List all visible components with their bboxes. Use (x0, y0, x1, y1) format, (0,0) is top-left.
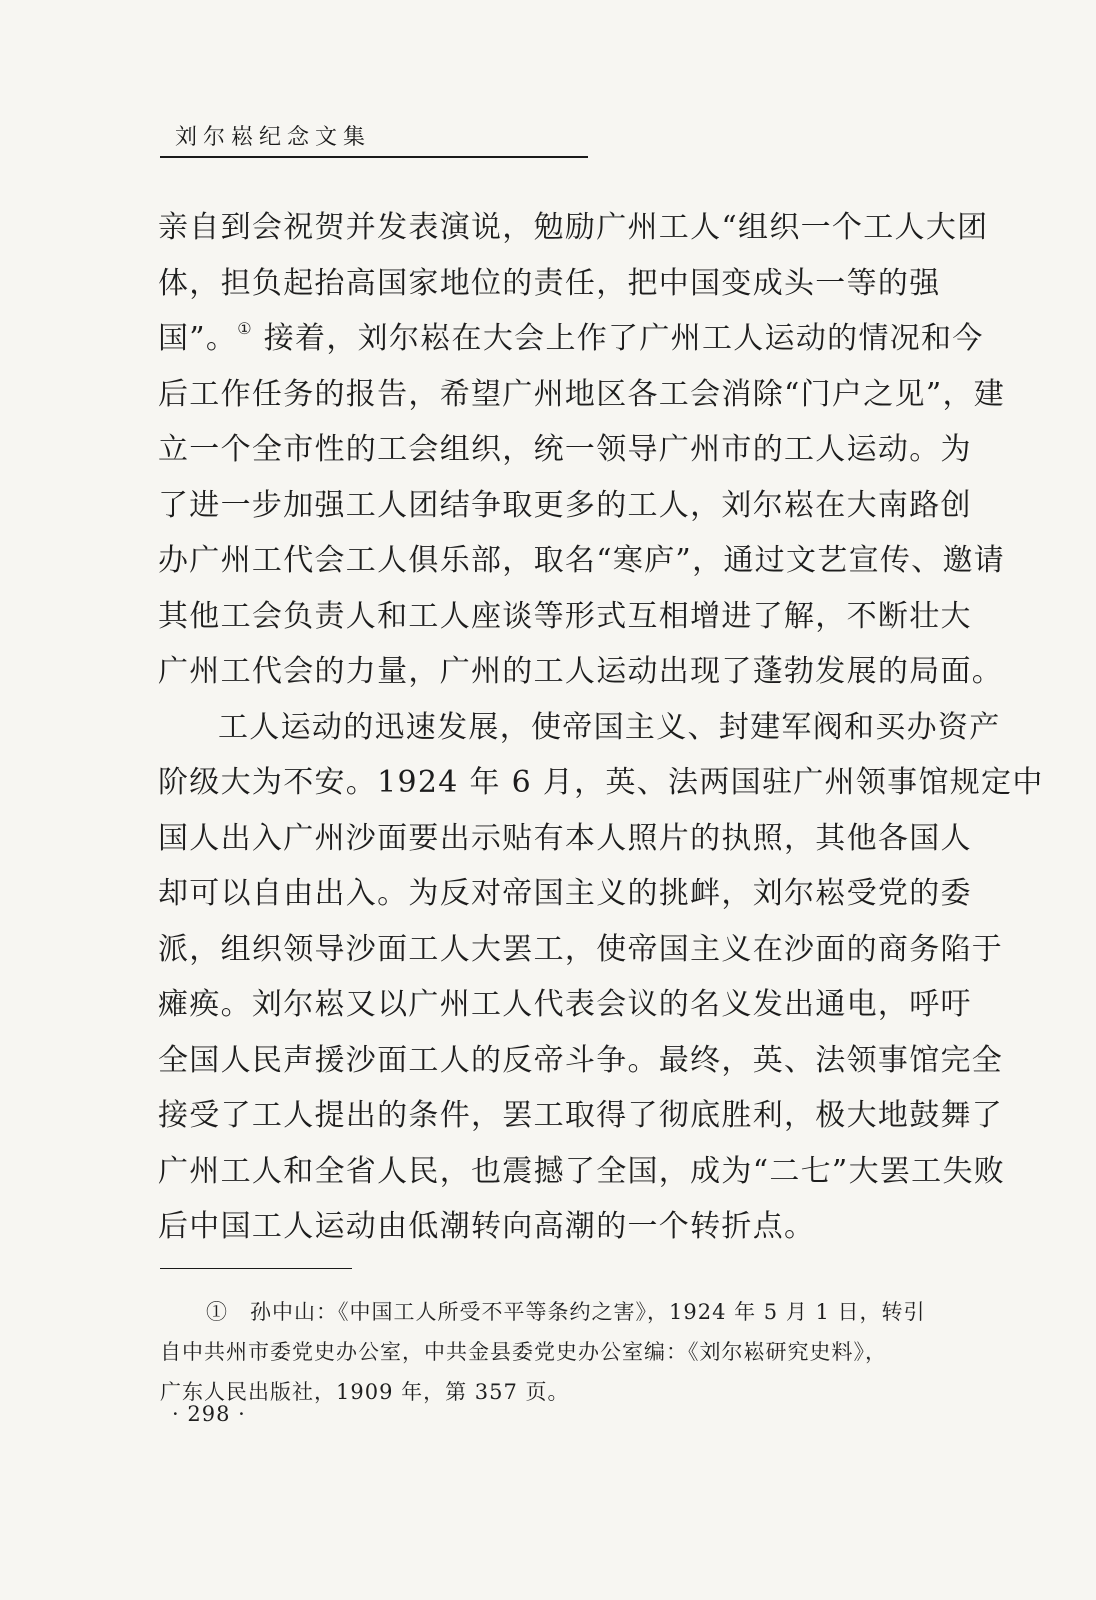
text-line (158, 311, 984, 367)
page-number: · 298 · (172, 1402, 246, 1426)
footnote-line: ① 孙中山：《中国工人所受不平等条约之害》，1924 年 5 月 1 日，转引 (206, 1300, 926, 1324)
text-line: 后中国工人运动由低潮转向高潮的一个转折点。 (158, 1209, 816, 1244)
footnote (160, 1292, 950, 1412)
footnote-line: 自中共州市委党史办公室，中共金县委党史办公室编：《刘尔崧研究史料》， (160, 1340, 887, 1364)
header-rule (160, 156, 588, 158)
text-line: 广州工人和全省人民，也震撼了全国，成为“二七”大罢工失败 (158, 1153, 1006, 1189)
text-line: 全国人民声援沙面工人的反帝斗争。最终，英、法领事馆完全 (158, 1042, 1004, 1078)
text-line: 工人运动的迅速发展，使帝国主义、封建军阀和买办资产 (218, 709, 1001, 745)
text-line: 办广州工代会工人俱乐部，取名“寒庐”，通过文艺宣传、邀请 (158, 543, 1006, 578)
body-text (158, 200, 1044, 1255)
footnote-line: 广东人民出版社，1909 年，第 357 页。 (160, 1380, 570, 1404)
text-line: 后工作任务的报告，希望广州地区各工会消除“门户之见”，建 (158, 376, 1006, 412)
footnote-reference[interactable]: ① (237, 319, 253, 338)
footnote-rule (160, 1268, 352, 1269)
text-line: 了进一步加强工人团结争取更多的工人，刘尔崧在大南路创 (158, 487, 972, 523)
running-header: 刘尔崧纪念文集 (175, 125, 372, 150)
text-line: 体，担负起抬高国家地位的责任，把中国变成头一等的强 (158, 265, 941, 301)
text-line: 瘫痪。刘尔崧又以广州工人代表会议的名义发出通电，呼吁 (158, 987, 972, 1022)
text-line: 亲自到会祝贺并发表演说，勉励广州工人“组织一个工人大团 (158, 210, 989, 245)
text-line: 立一个全市性的工会组织，统一领导广州市的工人运动。为 (158, 432, 972, 467)
text-line: 阶级大为不安。1924 年 6 月，英、法两国驻广州领事馆规定中 (158, 765, 1044, 800)
text-line: 国人出入广州沙面要出示贴有本人照片的执照，其他各国人 (158, 820, 972, 856)
text-line: 接受了工人提出的条件，罢工取得了彻底胜利，极大地鼓舞了 (158, 1098, 1004, 1133)
text-line: 却可以自由出入。为反对帝国主义的挑衅，刘尔崧受党的委 (158, 876, 972, 911)
text-segment: 接着，刘尔崧在大会上作了广州工人运动的情况和今 (263, 321, 984, 356)
text-line: 其他工会负责人和工人座谈等形式互相增进了解，不断壮大 (158, 598, 972, 634)
text-line: 广州工代会的力量，广州的工人运动出现了蓬勃发展的局面。 (158, 654, 1004, 689)
text-line: 派，组织领导沙面工人大罢工，使帝国主义在沙面的商务陷于 (158, 931, 1004, 967)
text-segment: 国”。 (158, 321, 238, 356)
